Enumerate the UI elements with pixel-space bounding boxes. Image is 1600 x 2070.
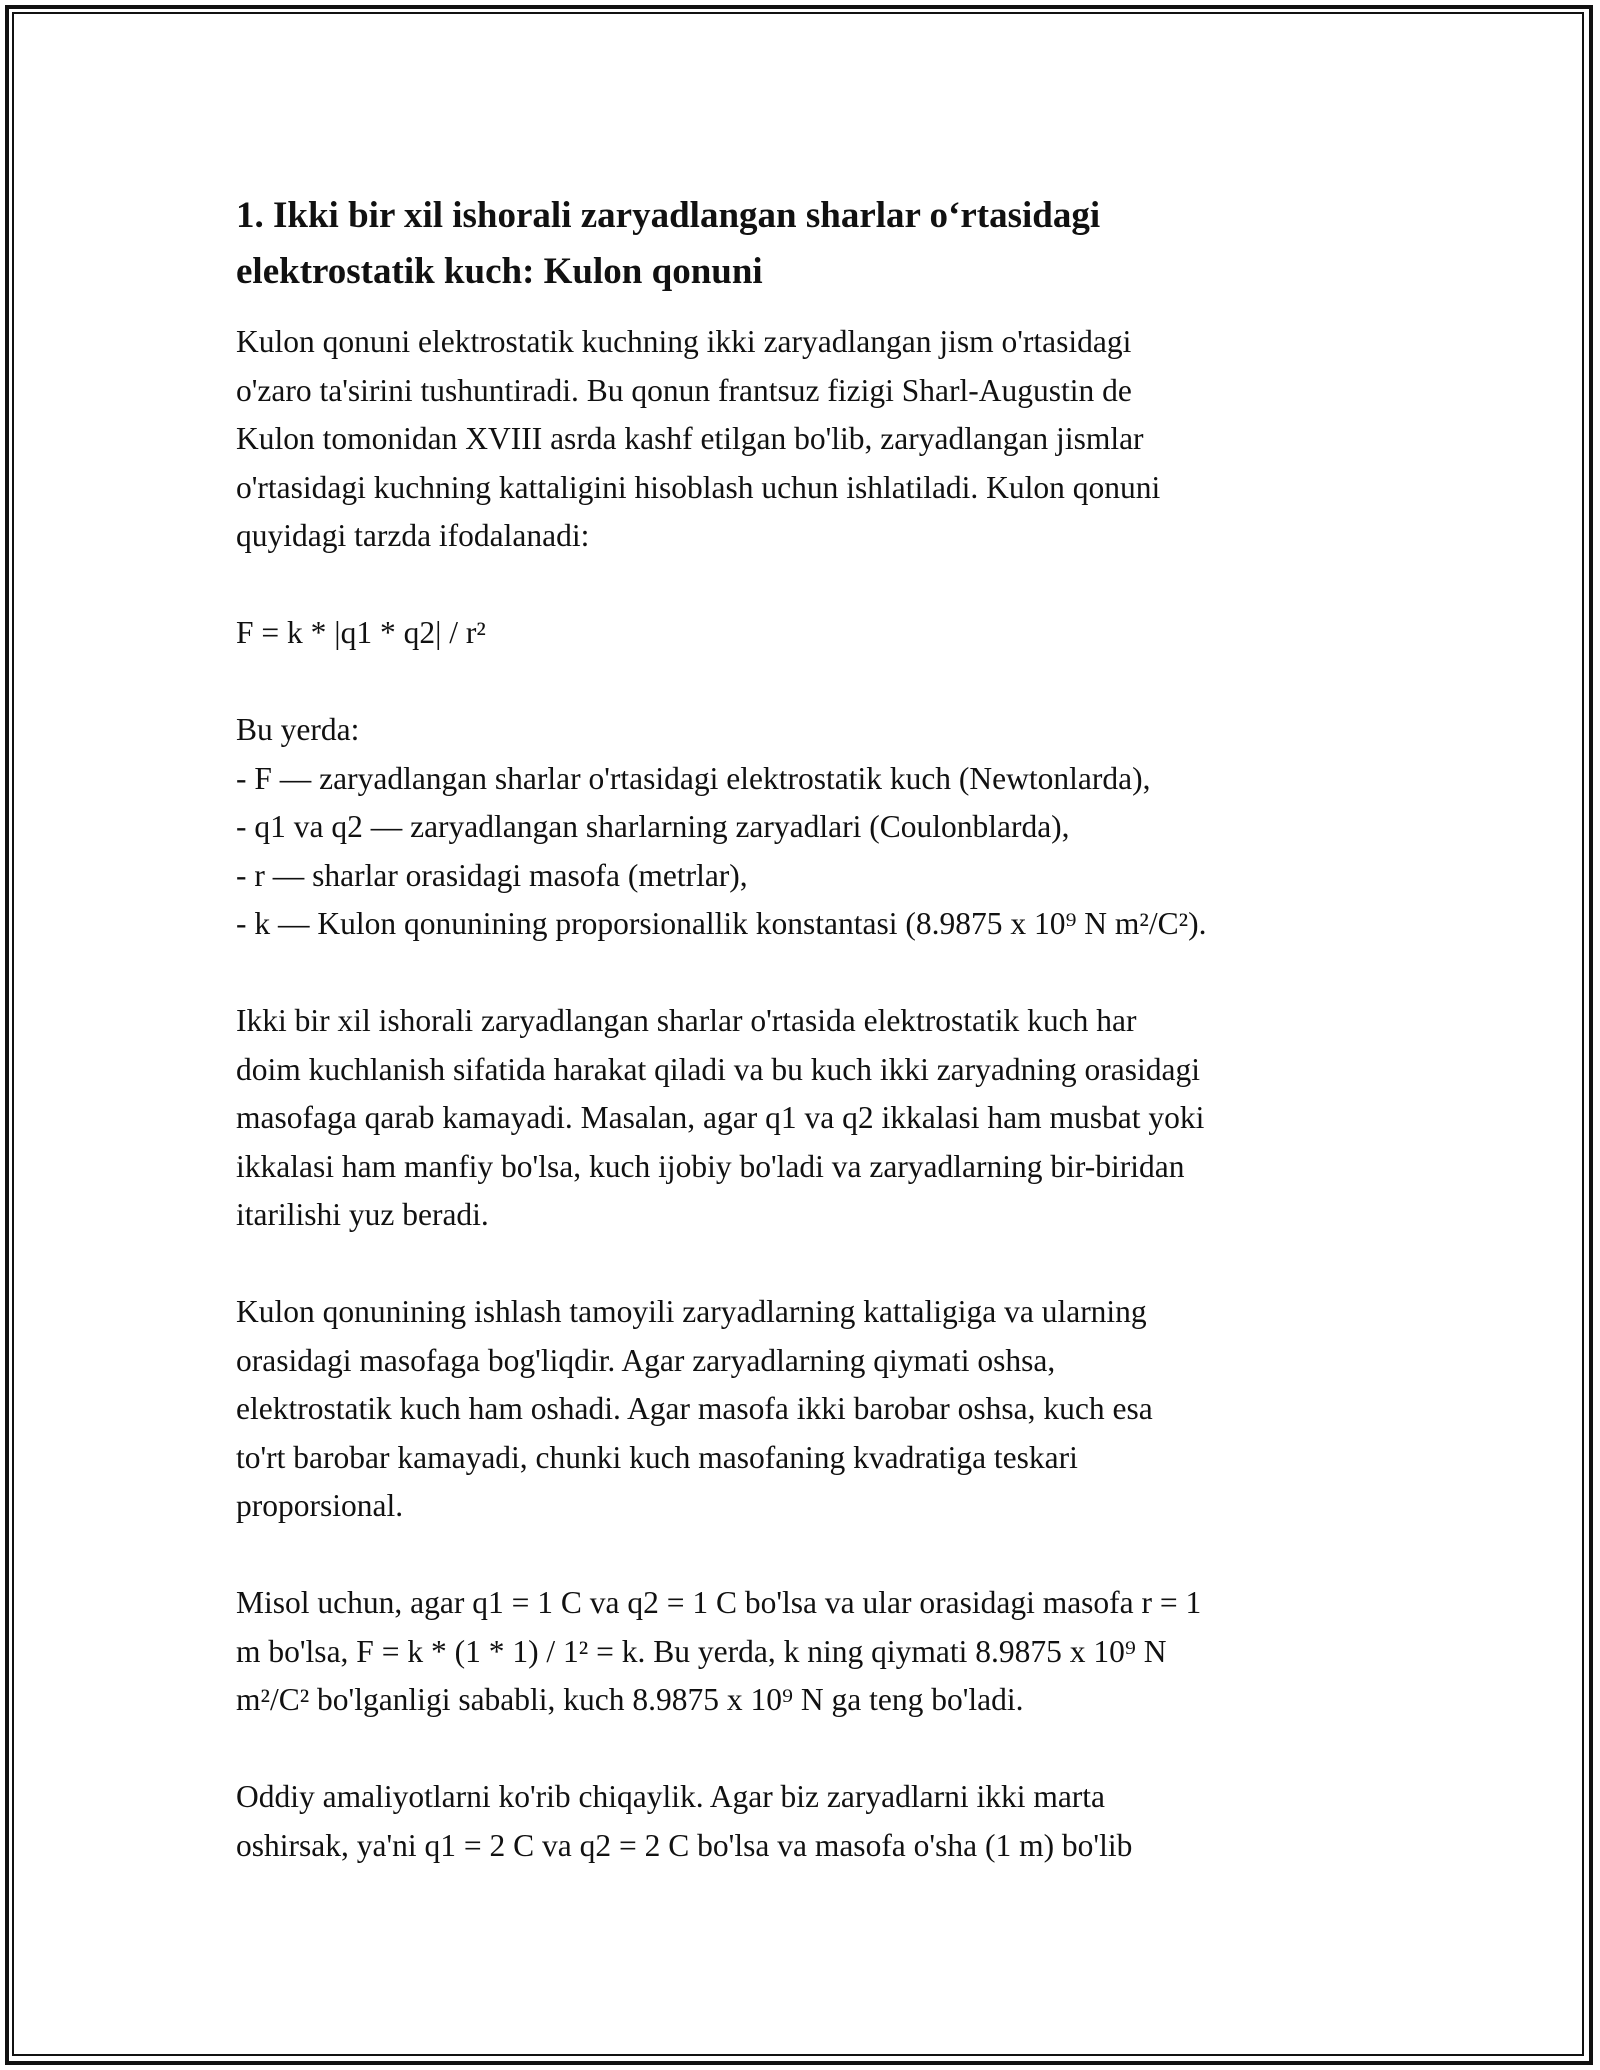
- heading-line: elektrostatik kuch: Kulon qonuni: [236, 251, 763, 292]
- example-paragraph: [236, 1579, 1396, 1725]
- paragraph-spacer: [236, 658, 1396, 707]
- text-line: m bo'lsa, F = k * (1 * 1) / 1² = k. Bu yerda, k ning qiymati 8.9875 x 10⁹ N: [236, 1633, 1167, 1669]
- section-heading: [236, 188, 1396, 300]
- text-line: Oddiy amaliyotlarni ko'rib chiqaylik. Agar biz zaryadlarni ikki marta: [236, 1779, 1106, 1814]
- text-line: to'rt barobar kamayadi, chunki kuch masofaning kvadratiga teskari: [236, 1439, 1078, 1475]
- body-paragraph: [236, 1288, 1396, 1531]
- text-line: elektrostatik kuch ham oshadi. Agar masofa ikki barobar oshsa, kuch esa: [236, 1391, 1153, 1426]
- text-line: m²/C² bo'lganligi sababli, kuch 8.9875 x 10⁹ N ga teng bo'ladi.: [236, 1682, 1024, 1717]
- definition-item: - k — Kulon qonunining proporsionallik konstantasi (8.9875 x 10⁹ N m²/C²).: [236, 906, 1207, 941]
- text-line: orasidagi masofaga bog'liqdir. Agar zaryadlarning qiymati oshsa,: [236, 1342, 1056, 1378]
- text-line: Kulon qonuni elektrostatik kuchning ikki zaryadlangan jism o'rtasidagi: [236, 324, 1132, 359]
- body-paragraph: [236, 1773, 1396, 1870]
- definitions-intro: Bu yerda:: [236, 712, 360, 747]
- text-line: Misol uchun, agar q1 = 1 C va q2 = 1 C bo'lsa va ular orasidagi masofa r = 1: [236, 1585, 1202, 1620]
- paragraph-spacer: [236, 949, 1396, 998]
- paragraph-spacer: [236, 1531, 1396, 1580]
- heading-line: 1. Ikki bir xil ishorali zaryadlangan sharlar o‘rtasidagi: [236, 195, 1101, 236]
- paragraph-spacer: [236, 1725, 1396, 1774]
- text-line: itarilishi yuz beradi.: [236, 1197, 489, 1232]
- text-line: Kulon tomonidan XVIII asrda kashf etilgan bo'lib, zaryadlangan jismlar: [236, 421, 1144, 456]
- definition-item: - q1 va q2 — zaryadlangan sharlarning zaryadlari (Coulonblarda),: [236, 809, 1070, 844]
- intro-paragraph: [236, 318, 1396, 561]
- document-body: [236, 188, 1396, 1870]
- text-line: quyidagi tarzda ifodalanadi:: [236, 518, 590, 553]
- body-paragraph: [236, 997, 1396, 1240]
- paragraph-spacer: [236, 1240, 1396, 1289]
- formula: F = k * |q1 * q2| / r²: [236, 615, 486, 650]
- text-line: Ikki bir xil ishorali zaryadlangan sharlar o'rtasida elektrostatik kuch har: [236, 1003, 1137, 1038]
- text-line: Kulon qonunining ishlash tamoyili zaryadlarning kattaligiga va ularning: [236, 1294, 1147, 1329]
- text-line: o'zaro ta'sirini tushuntiradi. Bu qonun frantsuz fizigi Sharl-Augustin de: [236, 372, 1132, 408]
- text-line: oshirsak, ya'ni q1 = 2 C va q2 = 2 C bo'lsa va masofa o'sha (1 m) bo'lib: [236, 1827, 1133, 1863]
- text-line: o'rtasidagi kuchning kattaligini hisoblash uchun ishlatiladi. Kulon qonuni: [236, 469, 1161, 505]
- text-line: masofaga qarab kamayadi. Masalan, agar q1 va q2 ikkalasi ham musbat yoki: [236, 1100, 1205, 1135]
- text-line: ikkalasi ham manfiy bo'lsa, kuch ijobiy bo'ladi va zaryadlarning bir-biridan: [236, 1148, 1185, 1184]
- definition-item: - F — zaryadlangan sharlar o'rtasidagi elektrostatik kuch (Newtonlarda),: [236, 760, 1151, 796]
- text-line: doim kuchlanish sifatida harakat qiladi va bu kuch ikki zaryadning orasidagi: [236, 1051, 1200, 1087]
- text-line: proporsional.: [236, 1488, 404, 1523]
- definition-item: - r — sharlar orasidagi masofa (metrlar),: [236, 857, 748, 893]
- definitions-list: [236, 706, 1396, 949]
- paragraph-spacer: [236, 561, 1396, 610]
